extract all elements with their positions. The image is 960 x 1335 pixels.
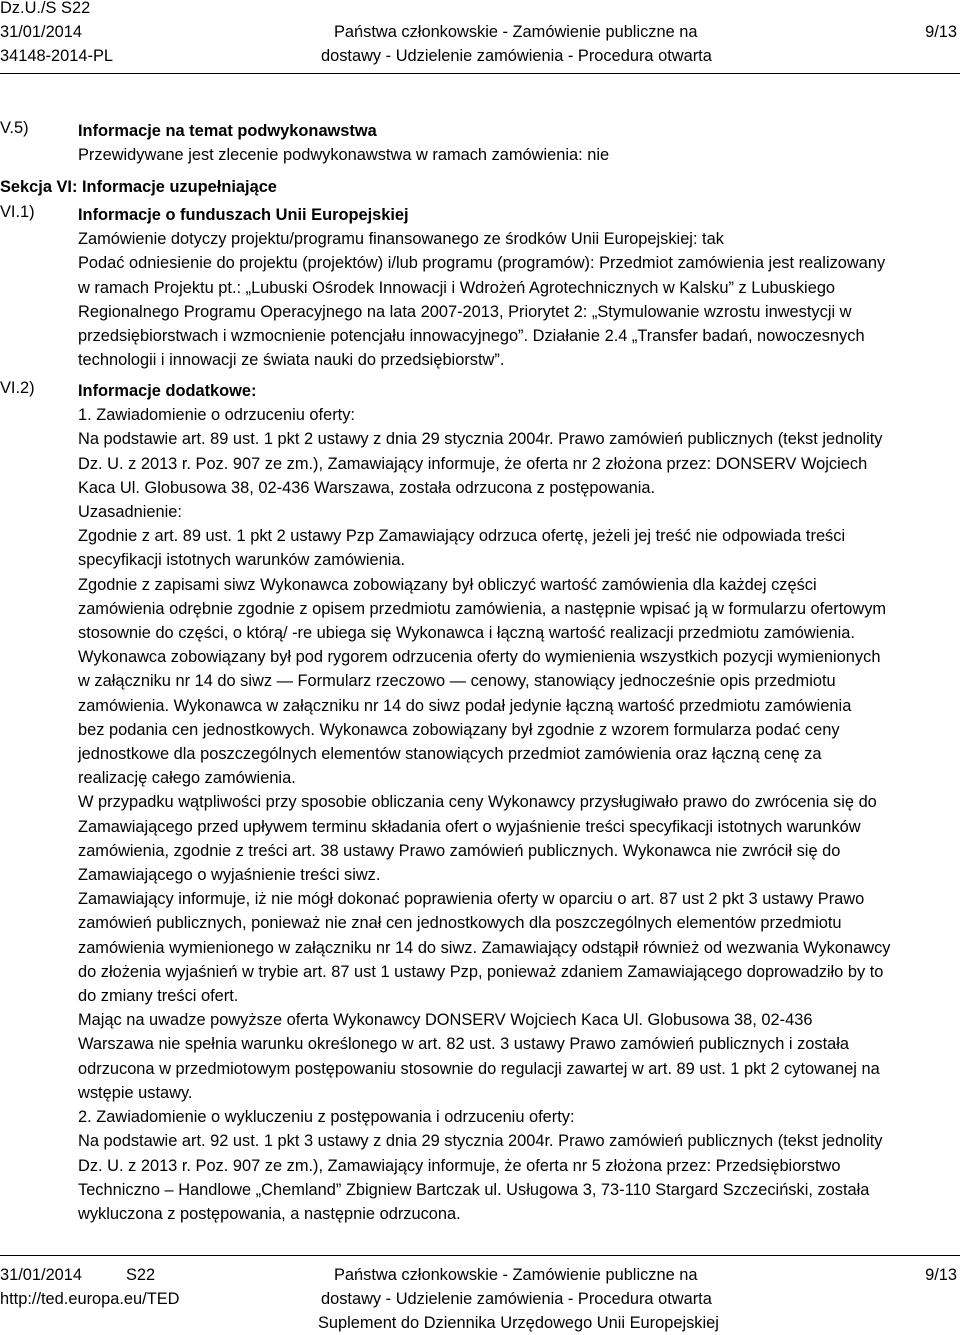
section-vi2-label: VI.2) <box>0 379 35 397</box>
vi2-line: stosownie do części, o którą/ -re ubiega się Wykonawca i łączną wartość realizacji przedmiotu zamówienia. <box>78 624 855 643</box>
section-v5-text: Przewidywane jest zlecenie podwykonawstwa w ramach zamówienia: nie <box>78 146 610 165</box>
vi2-line: Na podstawie art. 89 ust. 1 pkt 2 ustawy z dnia 29 stycznia 2004r. Prawo zamówień publicznych (tekst jednolity <box>78 430 883 449</box>
header-title-line1: Państwa członkowskie - Zamówienie publiczne na <box>334 23 698 41</box>
vi2-line: Zamawiającego o wyjaśnienie treści siwz. <box>78 866 381 885</box>
vi1-line: w ramach Projektu pt.: „Lubuski Ośrodek Innowacji i Wdrożeń Agrotechnicznych w Kalsku” z Lubuskiego <box>78 278 836 297</box>
vi2-line: Zgodnie z zapisami siwz Wykonawca zobowiązany był obliczyć wartość zamówienia dla każdej części <box>78 575 817 594</box>
header-date: 31/01/2014 <box>0 23 83 41</box>
vi2-line: bez podania cen jednostkowych. Wykonawca zobowiązany był zgodnie z wzorem formularza podać ceny <box>78 720 840 739</box>
header-title-line2: dostawy - Udzielenie zamówienia - Procedura otwarta <box>321 47 712 65</box>
vi2-line: Uzasadnienie: <box>78 503 182 522</box>
vi1-line: technologii i innowacji ze świata nauki do przedsiębiorstw”. <box>78 351 505 370</box>
section-v5-label: V.5) <box>0 119 29 137</box>
section-v5-title: Informacje na temat podwykonawstwa <box>78 122 377 140</box>
vi2-line: wykluczona z postępowania, a następnie odrzucona. <box>78 1204 461 1223</box>
vi2-line: Na podstawie art. 92 ust. 1 pkt 3 ustawy z dnia 29 stycznia 2004r. Prawo zamówień publicznych (tekst jednolity <box>78 1132 883 1151</box>
footer-series: S22 <box>126 1266 156 1284</box>
vi2-line: Zamawiający informuje, iż nie mógł dokonać poprawienia oferty w oparciu o art. 87 ust 2 pkt 3 ustawy Prawo <box>78 890 865 909</box>
section-vi1 <box>78 203 958 372</box>
vi2-line: Zamawiającego przed upływem terminu składania ofert o wyjaśnienie treści specyfikacji istotnych warunków <box>78 817 861 836</box>
section-vi2 <box>78 379 958 1226</box>
header-rule <box>0 73 960 74</box>
vi2-line: W przypadku wątpliwości przy sposobie obliczania ceny Wykonawcy przysługiwało prawo do zwrócenia się do <box>78 793 877 812</box>
header-journal-ref: Dz.U./S S22 <box>0 0 91 17</box>
section-vi1-label: VI.1) <box>0 203 35 221</box>
footer-page-number: 9/13 <box>925 1266 957 1284</box>
vi2-line: zamówień publicznych, ponieważ nie znał cen jednostkowych dla poszczególnych elementów przedmiotu <box>78 914 842 933</box>
footer-date: 31/01/2014 <box>0 1266 83 1284</box>
vi2-line: Mając na uwadze powyższe oferta Wykonawcy DONSERV Wojciech Kaca Ul. Globusowa 38, 02-436 <box>78 1011 813 1030</box>
vi2-line: zamówienia wymienionego w załączniku nr 14 do siwz. Zamawiający odstąpił również od wezwania Wykonawcy <box>78 938 891 957</box>
vi2-line: do złożenia wyjaśnień w trybie art. 87 ust 1 ustawy Pzp, ponieważ zdaniem Zamawiającego doprowadziło by to <box>78 962 884 981</box>
vi2-line: zamówienia, zgodnie z treści art. 38 ustawy Prawo zamówień publicznych. Wykonawca nie zwrócił się do <box>78 841 841 860</box>
vi2-line: w załączniku nr 14 do siwz — Formularz rzeczowo — cenowy, stanowiący jednocześnie opis przedmiotu <box>78 672 836 691</box>
header-notice-id: 34148-2014-PL <box>0 47 114 65</box>
footer-title-line1: Państwa członkowskie - Zamówienie publiczne na <box>334 1266 698 1284</box>
vi2-line: Dz. U. z 2013 r. Poz. 907 ze zm.), Zamawiający informuje, że oferta nr 2 złożona przez: DONSERV Wojciech <box>78 454 868 473</box>
vi2-line: zamówienia odrębnie zgodnie z opisem przedmiotu zamówienia, a następnie wpisać ją w formularzu ofertowym <box>78 599 887 618</box>
vi2-line: wstępie ustawy. <box>78 1083 193 1102</box>
footer-title-line2: dostawy - Udzielenie zamówienia - Procedura otwarta <box>321 1290 712 1308</box>
vi2-line: do zmiany treści ofert. <box>78 987 239 1006</box>
vi2-line: realizację całego zamówienia. <box>78 769 296 788</box>
vi2-line: specyfikacji istotnych warunków zamówienia. <box>78 551 406 570</box>
vi1-line: przedsiębiorstwach i wzmocnienie potencjału innowacyjnego”. Działanie 2.4 „Transfer badań, nowoczesnych <box>78 327 865 346</box>
vi2-line: 1. Zawiadomienie o odrzuceniu oferty: <box>78 406 355 425</box>
vi2-line: Techniczno – Handlowe „Chemland” Zbigniew Bartczak ul. Usługowa 3, 73-110 Stargard Szczeciński, została <box>78 1180 870 1199</box>
vi2-line: Wykonawca zobowiązany był pod rygorem odrzucenia oferty do wymienienia wszystkich pozycji wymienionych <box>78 648 881 667</box>
vi2-line: Dz. U. z 2013 r. Poz. 907 ze zm.), Zamawiający informuje, że oferta nr 5 złożona przez: Przedsiębiorstwo <box>78 1156 841 1175</box>
section-vi2-title: Informacje dodatkowe: <box>78 382 257 400</box>
section-vi1-title: Informacje o funduszach Unii Europejskiej <box>78 206 409 224</box>
vi2-line: odrzucona w przedmiotowym postępowaniu stosownie do regulacji zawartej w art. 89 ust. 1 pkt 2 cytowanej na <box>78 1059 880 1078</box>
vi2-line: Warszawa nie spełnia warunku określonego w art. 82 ust. 3 ustawy Prawo zamówień publicznych i została <box>78 1035 850 1054</box>
vi1-line: Podać odniesienie do projektu (projektów) i/lub programu (programów): Przedmiot zamówienia jest realizowany <box>78 254 886 273</box>
footer-supplement: Suplement do Dziennika Urzędowego Unii Europejskiej <box>318 1314 719 1332</box>
footer-url[interactable]: http://ted.europa.eu/TED <box>0 1290 180 1308</box>
vi2-line: zamówienia. Wykonawca w załączniku nr 14 do siwz podał jedynie łączną wartość przedmiotu zamówienia <box>78 696 852 715</box>
section-v5 <box>78 119 958 167</box>
footer-rule <box>0 1255 960 1256</box>
header-page-number: 9/13 <box>925 23 957 41</box>
vi2-line: Kaca Ul. Globusowa 38, 02-436 Warszawa, została odrzucona z postępowania. <box>78 478 656 497</box>
vi1-line: Regionalnego Programu Operacyjnego na lata 2007-2013, Priorytet 2: „Stymulowanie wzrostu inwestycji w <box>78 302 852 321</box>
section-vi-title: Sekcja VI: Informacje uzupełniające <box>0 178 277 196</box>
vi2-line: jednostkowe dla poszczególnych elementów stanowiących przedmiot zamówienia oraz łączną cenę za <box>78 745 822 764</box>
vi2-line: Zgodnie z art. 89 ust. 1 pkt 2 ustawy Pzp Zamawiający odrzuca ofertę, jeżeli jej treść nie odpowiada treści <box>78 527 846 546</box>
vi1-line: Zamówienie dotyczy projektu/programu finansowanego ze środków Unii Europejskiej: tak <box>78 230 724 249</box>
vi2-line: 2. Zawiadomienie o wykluczeniu z postępowania i odrzuceniu oferty: <box>78 1108 575 1127</box>
